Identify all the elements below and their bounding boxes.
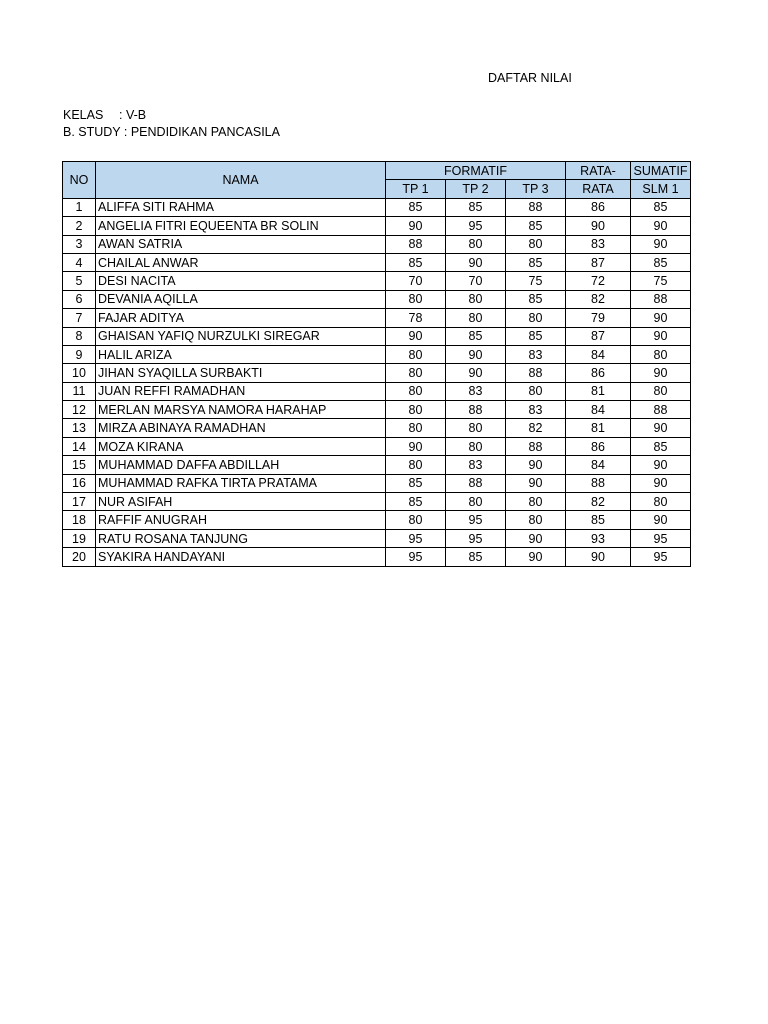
- class-info: [63, 108, 146, 122]
- cell-tp1: 80: [386, 382, 446, 400]
- cell-rata: 86: [566, 198, 631, 216]
- cell-slm1: 85: [631, 437, 691, 455]
- cell-rata: 72: [566, 272, 631, 290]
- table-row: [63, 235, 691, 253]
- cell-tp3: 85: [506, 217, 566, 235]
- cell-no: 8: [63, 327, 96, 345]
- table-row: [63, 382, 691, 400]
- cell-tp3: 80: [506, 309, 566, 327]
- table-row: [63, 401, 691, 419]
- cell-tp1: 70: [386, 272, 446, 290]
- table-row: [63, 511, 691, 529]
- cell-nama: NUR ASIFAH: [96, 493, 386, 511]
- cell-tp3: 88: [506, 437, 566, 455]
- cell-rata: 84: [566, 345, 631, 363]
- cell-no: 6: [63, 290, 96, 308]
- cell-nama: CHAILAL ANWAR: [96, 253, 386, 271]
- cell-nama: GHAISAN YAFIQ NURZULKI SIREGAR: [96, 327, 386, 345]
- cell-rata: 84: [566, 456, 631, 474]
- cell-tp2: 88: [446, 474, 506, 492]
- cell-slm1: 90: [631, 511, 691, 529]
- cell-no: 10: [63, 364, 96, 382]
- cell-rata: 83: [566, 235, 631, 253]
- cell-tp1: 80: [386, 401, 446, 419]
- table-row: [63, 272, 691, 290]
- cell-no: 15: [63, 456, 96, 474]
- cell-tp3: 88: [506, 364, 566, 382]
- cell-nama: SYAKIRA HANDAYANI: [96, 548, 386, 566]
- cell-tp3: 85: [506, 253, 566, 271]
- cell-tp1: 90: [386, 437, 446, 455]
- header-slm1: SLM 1: [631, 180, 691, 198]
- cell-tp1: 88: [386, 235, 446, 253]
- cell-tp3: 85: [506, 290, 566, 308]
- cell-rata: 86: [566, 437, 631, 455]
- cell-nama: FAJAR ADITYA: [96, 309, 386, 327]
- header-rata-top: RATA-: [566, 162, 631, 180]
- cell-slm1: 80: [631, 382, 691, 400]
- cell-slm1: 90: [631, 309, 691, 327]
- cell-tp2: 95: [446, 217, 506, 235]
- cell-tp1: 95: [386, 548, 446, 566]
- cell-rata: 90: [566, 548, 631, 566]
- cell-slm1: 90: [631, 235, 691, 253]
- cell-rata: 82: [566, 493, 631, 511]
- cell-rata: 81: [566, 382, 631, 400]
- cell-slm1: 88: [631, 290, 691, 308]
- cell-nama: DESI NACITA: [96, 272, 386, 290]
- table-row: [63, 493, 691, 511]
- cell-rata: 87: [566, 253, 631, 271]
- cell-tp3: 83: [506, 345, 566, 363]
- cell-no: 11: [63, 382, 96, 400]
- cell-tp2: 90: [446, 253, 506, 271]
- cell-tp2: 90: [446, 364, 506, 382]
- table-row: [63, 345, 691, 363]
- cell-nama: JIHAN SYAQILLA SURBAKTI: [96, 364, 386, 382]
- cell-tp2: 95: [446, 529, 506, 547]
- cell-no: 16: [63, 474, 96, 492]
- table-row: [63, 217, 691, 235]
- cell-rata: 81: [566, 419, 631, 437]
- cell-tp1: 78: [386, 309, 446, 327]
- cell-rata: 84: [566, 401, 631, 419]
- table-row: [63, 253, 691, 271]
- cell-tp2: 83: [446, 456, 506, 474]
- cell-tp1: 80: [386, 419, 446, 437]
- cell-no: 17: [63, 493, 96, 511]
- cell-nama: HALIL ARIZA: [96, 345, 386, 363]
- cell-tp3: 90: [506, 548, 566, 566]
- cell-tp2: 80: [446, 419, 506, 437]
- cell-nama: RATU ROSANA TANJUNG: [96, 529, 386, 547]
- cell-slm1: 95: [631, 529, 691, 547]
- cell-tp2: 90: [446, 345, 506, 363]
- cell-rata: 90: [566, 217, 631, 235]
- document-title: DAFTAR NILAI: [488, 71, 572, 85]
- cell-rata: 82: [566, 290, 631, 308]
- cell-slm1: 75: [631, 272, 691, 290]
- cell-tp3: 80: [506, 493, 566, 511]
- table-row: [63, 419, 691, 437]
- cell-no: 2: [63, 217, 96, 235]
- cell-nama: MUHAMMAD RAFKA TIRTA PRATAMA: [96, 474, 386, 492]
- cell-slm1: 90: [631, 474, 691, 492]
- table-row: [63, 327, 691, 345]
- cell-tp2: 85: [446, 198, 506, 216]
- cell-nama: ALIFFA SITI RAHMA: [96, 198, 386, 216]
- cell-no: 14: [63, 437, 96, 455]
- table-row: [63, 548, 691, 566]
- cell-tp2: 80: [446, 309, 506, 327]
- cell-nama: DEVANIA AQILLA: [96, 290, 386, 308]
- cell-tp1: 90: [386, 327, 446, 345]
- cell-tp3: 88: [506, 198, 566, 216]
- class-label: KELAS: [63, 108, 104, 122]
- cell-nama: ANGELIA FITRI EQUEENTA BR SOLIN: [96, 217, 386, 235]
- cell-tp2: 88: [446, 401, 506, 419]
- cell-nama: JUAN REFFI RAMADHAN: [96, 382, 386, 400]
- cell-rata: 79: [566, 309, 631, 327]
- header-tp1: TP 1: [386, 180, 446, 198]
- header-sumatif: SUMATIF: [631, 162, 691, 180]
- cell-tp3: 90: [506, 474, 566, 492]
- cell-tp1: 90: [386, 217, 446, 235]
- cell-tp3: 85: [506, 327, 566, 345]
- cell-tp2: 80: [446, 235, 506, 253]
- cell-tp3: 90: [506, 456, 566, 474]
- cell-no: 19: [63, 529, 96, 547]
- cell-tp1: 80: [386, 290, 446, 308]
- cell-tp2: 70: [446, 272, 506, 290]
- cell-slm1: 95: [631, 548, 691, 566]
- cell-tp1: 95: [386, 529, 446, 547]
- table-row: [63, 529, 691, 547]
- cell-tp3: 83: [506, 401, 566, 419]
- subject-info: B. STUDY : PENDIDIKAN PANCASILA: [63, 125, 280, 139]
- cell-no: 12: [63, 401, 96, 419]
- cell-slm1: 80: [631, 345, 691, 363]
- header-tp3: TP 3: [506, 180, 566, 198]
- table-row: [63, 290, 691, 308]
- cell-slm1: 90: [631, 456, 691, 474]
- cell-tp2: 85: [446, 327, 506, 345]
- cell-slm1: 88: [631, 401, 691, 419]
- cell-tp2: 83: [446, 382, 506, 400]
- cell-slm1: 90: [631, 364, 691, 382]
- cell-tp1: 80: [386, 456, 446, 474]
- grades-table-header: [63, 162, 691, 199]
- cell-slm1: 90: [631, 327, 691, 345]
- cell-tp2: 80: [446, 290, 506, 308]
- cell-rata: 87: [566, 327, 631, 345]
- cell-nama: MOZA KIRANA: [96, 437, 386, 455]
- cell-tp2: 85: [446, 548, 506, 566]
- class-value: : V-B: [119, 108, 147, 122]
- cell-nama: MERLAN MARSYA NAMORA HARAHAP: [96, 401, 386, 419]
- cell-nama: MIRZA ABINAYA RAMADHAN: [96, 419, 386, 437]
- cell-tp2: 80: [446, 493, 506, 511]
- cell-tp1: 80: [386, 364, 446, 382]
- header-nama: NAMA: [96, 162, 386, 199]
- cell-tp1: 85: [386, 474, 446, 492]
- header-no: NO: [63, 162, 96, 199]
- table-row: [63, 437, 691, 455]
- cell-no: 13: [63, 419, 96, 437]
- cell-rata: 86: [566, 364, 631, 382]
- cell-tp1: 85: [386, 493, 446, 511]
- cell-tp2: 95: [446, 511, 506, 529]
- cell-no: 7: [63, 309, 96, 327]
- cell-slm1: 85: [631, 253, 691, 271]
- cell-rata: 93: [566, 529, 631, 547]
- cell-slm1: 90: [631, 419, 691, 437]
- cell-rata: 85: [566, 511, 631, 529]
- cell-tp2: 80: [446, 437, 506, 455]
- cell-no: 4: [63, 253, 96, 271]
- cell-no: 18: [63, 511, 96, 529]
- cell-tp3: 80: [506, 382, 566, 400]
- cell-nama: MUHAMMAD DAFFA ABDILLAH: [96, 456, 386, 474]
- grades-table: [62, 161, 691, 567]
- cell-tp3: 80: [506, 235, 566, 253]
- cell-slm1: 90: [631, 217, 691, 235]
- cell-tp3: 75: [506, 272, 566, 290]
- cell-no: 5: [63, 272, 96, 290]
- table-row: [63, 364, 691, 382]
- cell-slm1: 85: [631, 198, 691, 216]
- cell-no: 1: [63, 198, 96, 216]
- cell-tp1: 85: [386, 253, 446, 271]
- cell-no: 20: [63, 548, 96, 566]
- table-row: [63, 309, 691, 327]
- cell-tp3: 90: [506, 529, 566, 547]
- cell-nama: RAFFIF ANUGRAH: [96, 511, 386, 529]
- table-row: [63, 198, 691, 216]
- table-row: [63, 474, 691, 492]
- cell-tp1: 80: [386, 511, 446, 529]
- header-rata-bottom: RATA: [566, 180, 631, 198]
- cell-tp3: 82: [506, 419, 566, 437]
- cell-tp1: 80: [386, 345, 446, 363]
- grades-table-body: [63, 198, 691, 566]
- table-row: [63, 456, 691, 474]
- cell-slm1: 80: [631, 493, 691, 511]
- cell-no: 3: [63, 235, 96, 253]
- cell-no: 9: [63, 345, 96, 363]
- cell-tp1: 85: [386, 198, 446, 216]
- cell-tp3: 80: [506, 511, 566, 529]
- cell-nama: AWAN SATRIA: [96, 235, 386, 253]
- cell-rata: 88: [566, 474, 631, 492]
- header-formatif: FORMATIF: [386, 162, 566, 180]
- header-tp2: TP 2: [446, 180, 506, 198]
